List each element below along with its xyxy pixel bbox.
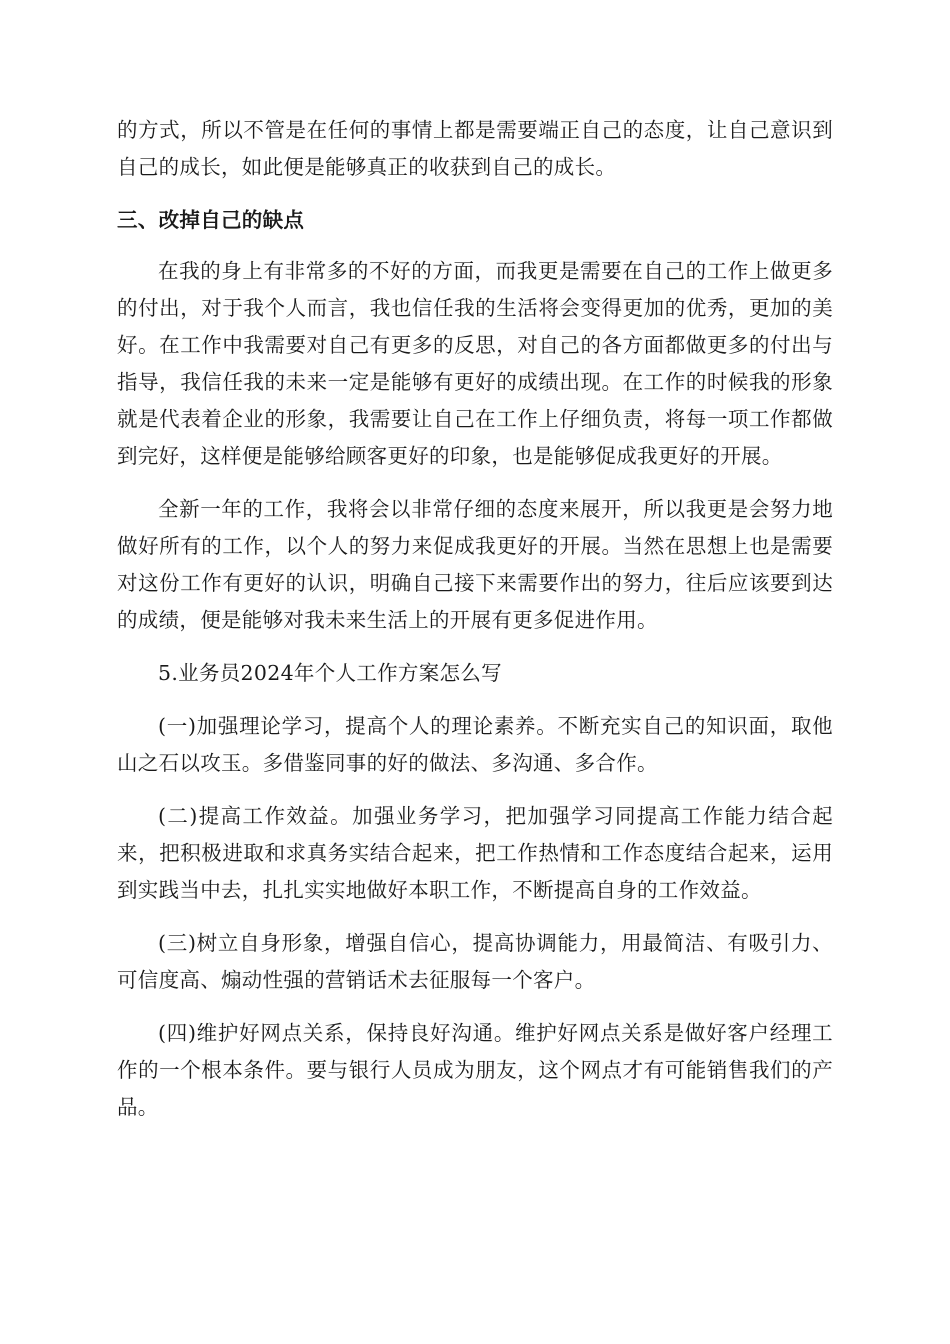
list-item: (一)加强理论学习，提高个人的理论素养。不断充实自己的知识面，取他山之石以攻玉。多借鉴同事的好的做法、多沟通、多合作。 <box>117 714 833 775</box>
body-paragraph: 在我的身上有非常多的不好的方面，而我更是需要在自己的工作上做更多的付出，对于我个人而言，我也信任我的生活将会变得更加的优秀，更加的美好。在工作中我需要对自己有更多的反思，对自己的各方面都做更多的付出与指导，我信任我的未来一定是能够有更好的成绩出现。在工作的时候我的形象就是代表着企业的形象，我需要让自己在工作上仔细负责，将每一项工作都做到完好，这样便是能够给顾客更好的印象，也是能够促成我更好的开展。 <box>117 259 833 468</box>
section-heading: 三、改掉自己的缺点 <box>117 208 305 232</box>
document-body <box>117 112 833 1126</box>
list-item: (四)维护好网点关系，保持良好沟通。维护好网点关系是做好客户经理工作的一个根本条件。要与银行人员成为朋友，这个网点才有可能销售我们的产品。 <box>117 1021 833 1119</box>
continuation-paragraph: 的方式，所以不管是在任何的事情上都是需要端正自己的态度，让自己意识到自己的成长，如此便是能够真正的收获到自己的成长。 <box>117 118 833 179</box>
body-paragraph: 全新一年的工作，我将会以非常仔细的态度来展开，所以我更是会努力地做好所有的工作，以个人的努力来促成我更好的开展。当然在思想上也是需要对这份工作有更好的认识，明确自己接下来需要作出的努力，往后应该要到达的成绩，便是能够对我未来生活上的开展有更多促进作用。 <box>117 497 833 632</box>
list-item: (三)树立自身形象，增强自信心，提高协调能力，用最简洁、有吸引力、可信度高、煽动性强的营销话术去征服每一个客户。 <box>117 931 833 992</box>
list-item: (二)提高工作效益。加强业务学习，把加强学习同提高工作能力结合起来，把积极进取和求真务实结合起来，把工作热情和工作态度结合起来，运用到实践当中去，扎扎实实地做好本职工作，不断提高自身的工作效益。 <box>117 804 833 902</box>
item-title: 5.业务员2024年个人工作方案怎么写 <box>158 661 502 685</box>
